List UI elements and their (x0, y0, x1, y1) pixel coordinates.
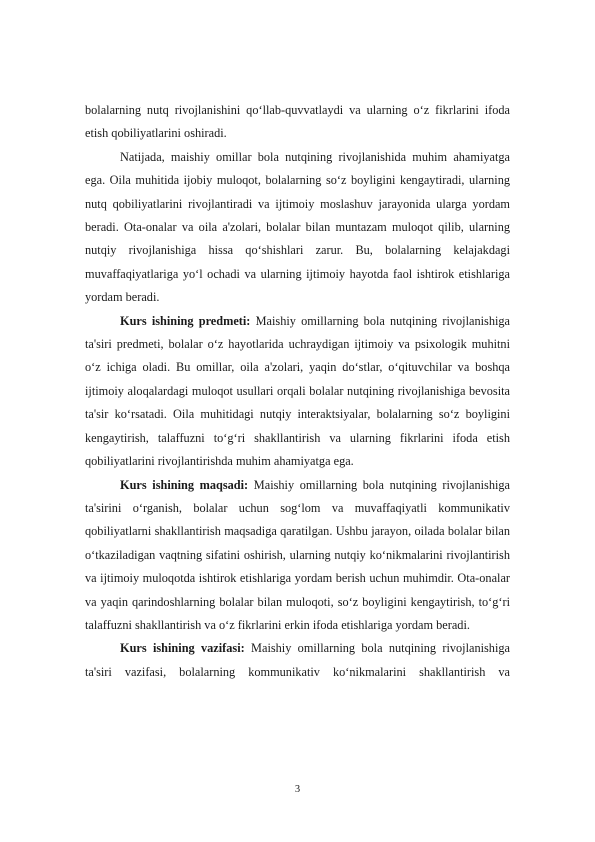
paragraph-text: bolalarning nutq rivojlanishini qo‘llab-quvvatlaydi va ularning o‘z fikrlarini ifoda etish qobiliyatlarini oshiradi. (85, 103, 510, 141)
paragraph-text: Maishiy omillarning bola nutqining rivojlanishiga ta'siri vazifasi, bolalarning kommunikativ ko‘nikmalarini shakllantirish va (85, 641, 510, 679)
paragraph-task (85, 637, 510, 684)
paragraph-text: Natijada, maishiy omillar bola nutqining rivojlanishida muhim ahamiyatga ega. Oila muhitida ijobiy muloqot, bolalarning so‘z boyligini kengaytiradi, ularning nutq qobiliyatlarini rivojlantiradi va ijtimoiy moslashuv jarayonida ularga yordam beradi. Ota-onalar va oila a'zolari, bolalar bilan muntazam muloqot qilib, ularning nutqiy rivojlanishiga hissa qo‘shishlari zarur. Bu, bolalarning kelajakdagi muvaffaqiyatlariga yo‘l ochadi va ularning ijtimoiy hayotda faol ishtirok etishlariga yordam beradi. (85, 149, 510, 305)
paragraph-heading: Kurs ishining vazifasi: (120, 641, 245, 656)
paragraph-subject (85, 310, 510, 474)
paragraph-conclusion (85, 146, 510, 310)
paragraph-text: Maishiy omillarning bola nutqining rivojlanishiga ta'siri predmeti, bolalar o‘z hayotlarida uchraydigan ijtimoiy va psixologik muhitni o‘z ichiga oladi. Bu omillar, oila a'zolari, yaqin do‘stlar, o‘qituvchilar va boshqa ijtimoiy aloqalardagi muloqot usullari orqali bolalar nutqining rivojlanishiga bevosita ta'sir ko‘rsatadi. Oila muhitidagi nutqiy interaktsiyalar, bolalarning so‘z boyligini kengaytirish, talaffuzni to‘g‘ri shakllantirish va ularning fikrlarini ifoda etish qobiliyatlarini rivojlantirishda muhim ahamiyatga ega. (85, 313, 510, 469)
paragraph-heading: Kurs ishining maqsadi: (120, 477, 249, 492)
paragraph-continuation (85, 99, 510, 146)
paragraph-goal (85, 474, 510, 638)
paragraph-text: Maishiy omillarning bola nutqining rivojlanishiga ta'sirini o‘rganish, bolalar uchun sog‘lom va muvaffaqiyatli kommunikativ qobiliyatlarni shakllantirish maqsadiga qaratilgan. Ushbu jarayon, oilada bolalar bilan o‘tkaziladigan vaqtning sifatini oshirish, ularning nutqiy ko‘nikmalarini rivojlantirish va ijtimoiy muloqotda ishtirok etishlariga yordam berish uchun muhimdir. Ota-onalar va yaqin qarindoshlarning bolalar bilan muloqoti, so‘z boyligini kengaytirish, to‘g‘ri talaffuzni shakllantirish va o‘z fikrlarini erkin ifoda etishlariga yordam beradi. (85, 477, 510, 632)
page-number: 3 (294, 784, 301, 795)
paragraph-heading: Kurs ishining predmeti: (120, 313, 251, 328)
body-text (85, 99, 510, 684)
